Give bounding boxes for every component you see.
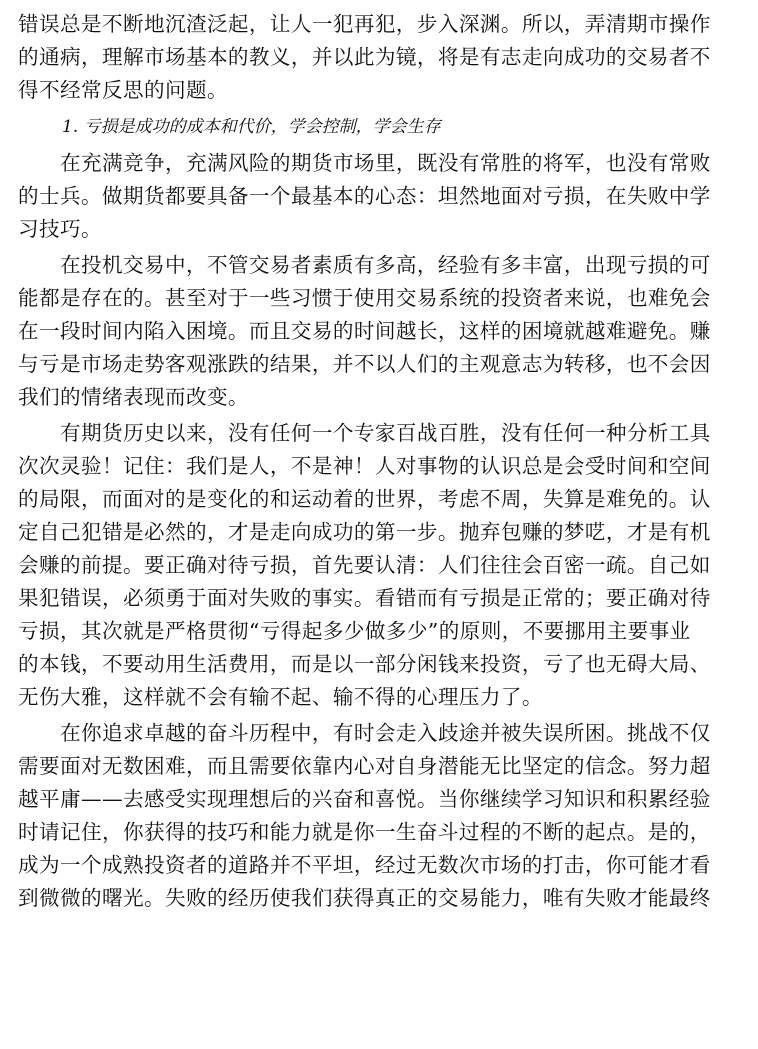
text-line: 亏损，其次就是严格贯彻“亏得起多少做多少”的原则，不要挪用主要事业	[18, 619, 691, 643]
text-line: 能都是存在的。甚至对于一些习惯于使用交易系统的投资者来说，也难免会	[18, 286, 711, 310]
text-line: 在充满竞争，充满风险的期货市场里，既没有常胜的将军，也没有常败	[18, 151, 711, 175]
paragraph	[18, 717, 746, 915]
text-line: 的通病，理解市场基本的教义，并以此为镜，将是有志走向成功的交易者不	[18, 45, 711, 69]
text-line: 次次灵验！记住：我们是人，不是神！人对事物的认识总是会受时间和空间	[18, 454, 711, 478]
text-line: 与亏是市场走势客观涨跌的结果，并不以人们的主观意志为转移，也不会因	[18, 352, 711, 376]
section-heading: 1. 亏损是成功的成本和代价，学会控制，学会生存	[62, 117, 441, 137]
paragraph	[18, 417, 746, 714]
text-line: 越平庸——去感受实现理想后的兴奋和喜悦。当你继续学习知识和积累经验	[18, 787, 711, 811]
text-line: 习技巧。	[18, 217, 102, 241]
text-line: 无伤大雅，这样就不会有输不起、输不得的心理压力了。	[18, 685, 543, 709]
text-line: 果犯错误，必须勇于面对失败的事实。看错而有亏损是正常的；要正确对待	[18, 586, 711, 610]
text-line: 的局限，而面对的是变化的和运动着的世界，考虑不周，失算是难免的。认	[18, 487, 711, 511]
paragraph	[18, 249, 746, 414]
text-line: 会赚的前提。要正确对待亏损，首先要认清：人们往往会百密一疏。自己如	[18, 553, 711, 577]
text-line: 成为一个成熟投资者的道路并不平坦，经过无数次市场的打击，你可能才看	[18, 853, 711, 877]
text-line: 错误总是不断地沉渣泛起，让人一犯再犯，步入深渊。所以，弄清期市操作	[18, 12, 711, 36]
text-line: 得不经常反思的问题。	[18, 78, 228, 102]
text-line: 时请记住，你获得的技巧和能力就是你一生奋斗过程的不断的起点。是的，	[18, 820, 711, 844]
text-line: 有期货历史以来，没有任何一个专家百战百胜，没有任何一种分析工具	[18, 421, 711, 445]
text-line: 我们的情绪表现而改变。	[18, 385, 249, 409]
text-line: 在一段时间内陷入困境。而且交易的时间越长，这样的困境就越难避免。赚	[18, 319, 711, 343]
paragraph	[18, 147, 746, 246]
paragraph	[18, 8, 746, 107]
text-line: 的本钱，不要动用生活费用，而是以一部分闲钱来投资，亏了也无碍大局、	[18, 652, 711, 676]
text-line: 在你追求卓越的奋斗历程中，有时会走入歧途并被失误所困。挑战不仅	[18, 721, 711, 745]
text-line: 的士兵。做期货都要具备一个最基本的心态：坦然地面对亏损，在失败中学	[18, 184, 711, 208]
text-line: 到微微的曙光。失败的经历使我们获得真正的交易能力，唯有失败才能最终	[18, 886, 711, 910]
text-line: 在投机交易中，不管交易者素质有多高，经验有多丰富，出现亏损的可	[18, 253, 711, 277]
text-line: 需要面对无数困难，而且需要依靠内心对自身潜能无比坚定的信念。努力超	[18, 754, 711, 778]
text-line: 定自己犯错是必然的，才是走向成功的第一步。抛弃包赚的梦呓，才是有机	[18, 520, 711, 544]
